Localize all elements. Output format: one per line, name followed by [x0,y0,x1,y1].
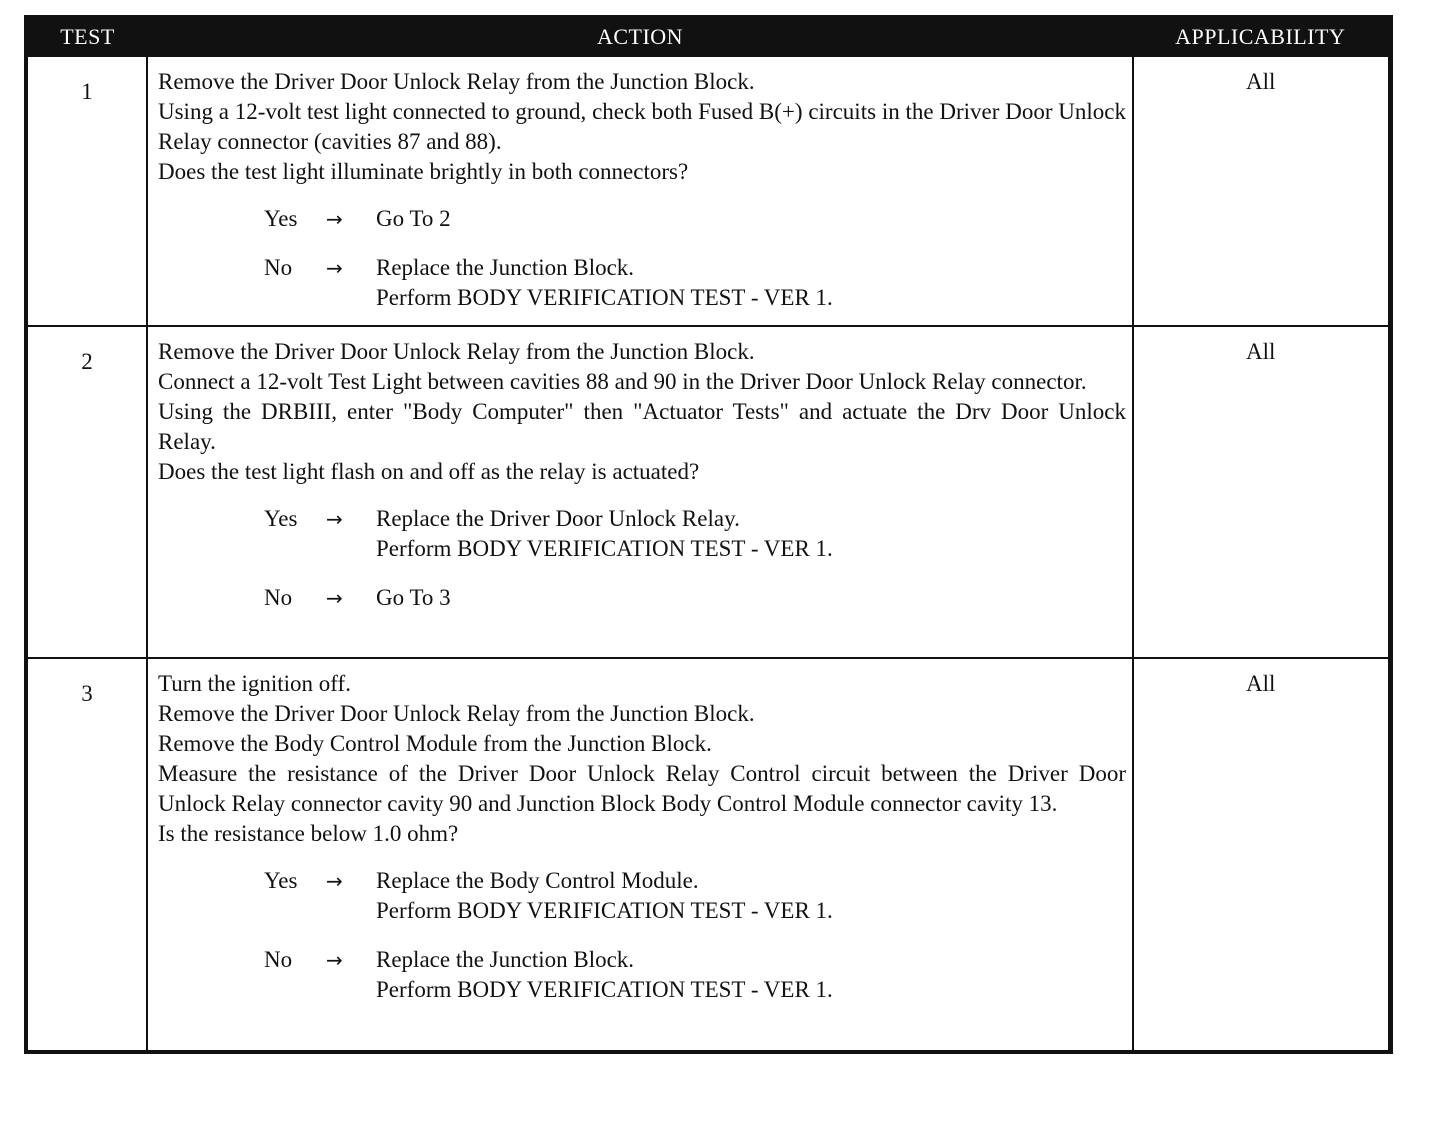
arrow-right-icon: → [326,207,343,231]
table-header-row [26,17,1390,56]
test-number-cell [26,326,147,658]
no-answer [264,583,1126,613]
test-number-cell [26,56,147,326]
action-step: Does the test light illuminate brightly in both connectors? [158,159,689,184]
no-label: No [264,255,293,280]
applicability-cell [1133,326,1390,658]
yes-result: Perform BODY VERIFICATION TEST - VER 1. [376,536,833,561]
no-result: Perform BODY VERIFICATION TEST - VER 1. [376,285,833,310]
applicability-value: All [1246,69,1276,94]
action-steps [158,67,1126,187]
diagnostic-test-table [24,15,1393,1054]
action-step: Remove the Driver Door Unlock Relay from the Junction Block. [158,701,755,726]
action-step: Connect a 12-volt Test Light between cavities 88 and 90 in the Driver Door Unlock Relay connector. [158,369,1087,394]
action-step: Remove the Driver Door Unlock Relay from the Junction Block. [158,339,755,364]
no-result: Replace the Junction Block. [376,255,635,280]
action-step: Using a 12-volt test light connected to ground, check both Fused B(+) circuits in the Driver Door Unlock Relay connector (cavities 87 and 88). [158,99,1126,154]
action-steps [158,669,1126,849]
header-applicability: APPLICABILITY [1133,17,1390,56]
arrow-right-icon: → [326,869,343,893]
no-label: No [264,585,293,610]
yes-answer [264,866,1126,926]
action-step: Using the DRBIII, enter "Body Computer" then "Actuator Tests" and actuate the Drv Door Unlock Relay. [158,399,1126,454]
applicability-cell [1133,658,1390,1052]
answer-block [158,504,1126,613]
action-cell [147,326,1133,658]
yes-result: Replace the Driver Door Unlock Relay. [376,506,740,531]
header-action: ACTION [147,17,1133,56]
yes-answer [264,504,1126,564]
test-number: 1 [81,79,93,104]
action-step: Is the resistance below 1.0 ohm? [158,821,459,846]
arrow-right-icon: → [326,948,343,972]
action-step: Remove the Body Control Module from the Junction Block. [158,731,712,756]
answer-block [158,866,1126,1005]
arrow-right-icon: → [326,586,343,610]
yes-answer [264,204,1126,234]
test-number-cell [26,658,147,1052]
test-number: 3 [81,681,93,706]
action-step: Measure the resistance of the Driver Door Unlock Relay Control circuit between the Driver Door Unlock Relay connector cavity 90 and Junction Block Body Control Module connector cavity 13. [158,761,1126,816]
applicability-value: All [1246,339,1276,364]
action-step: Does the test light flash on and off as the relay is actuated? [158,459,700,484]
yes-result: Replace the Body Control Module. [376,868,699,893]
applicability-cell [1133,56,1390,326]
action-steps [158,337,1126,487]
no-result: Perform BODY VERIFICATION TEST - VER 1. [376,977,833,1002]
yes-label: Yes [264,506,298,531]
test-number: 2 [81,349,93,374]
table-row [26,658,1390,1052]
action-step: Remove the Driver Door Unlock Relay from the Junction Block. [158,69,755,94]
table-row [26,326,1390,658]
action-cell [147,56,1133,326]
answer-block [158,204,1126,313]
no-answer [264,945,1126,1005]
arrow-right-icon: → [326,256,343,280]
no-answer [264,253,1126,313]
yes-label: Yes [264,868,298,893]
table-row [26,56,1390,326]
action-cell [147,658,1133,1052]
yes-result: Go To 2 [376,206,451,231]
header-test: TEST [26,17,147,56]
yes-label: Yes [264,206,298,231]
action-step: Turn the ignition off. [158,671,351,696]
arrow-right-icon: → [326,507,343,531]
no-label: No [264,947,293,972]
no-result: Replace the Junction Block. [376,947,635,972]
no-result: Go To 3 [376,585,451,610]
yes-result: Perform BODY VERIFICATION TEST - VER 1. [376,898,833,923]
applicability-value: All [1246,671,1276,696]
